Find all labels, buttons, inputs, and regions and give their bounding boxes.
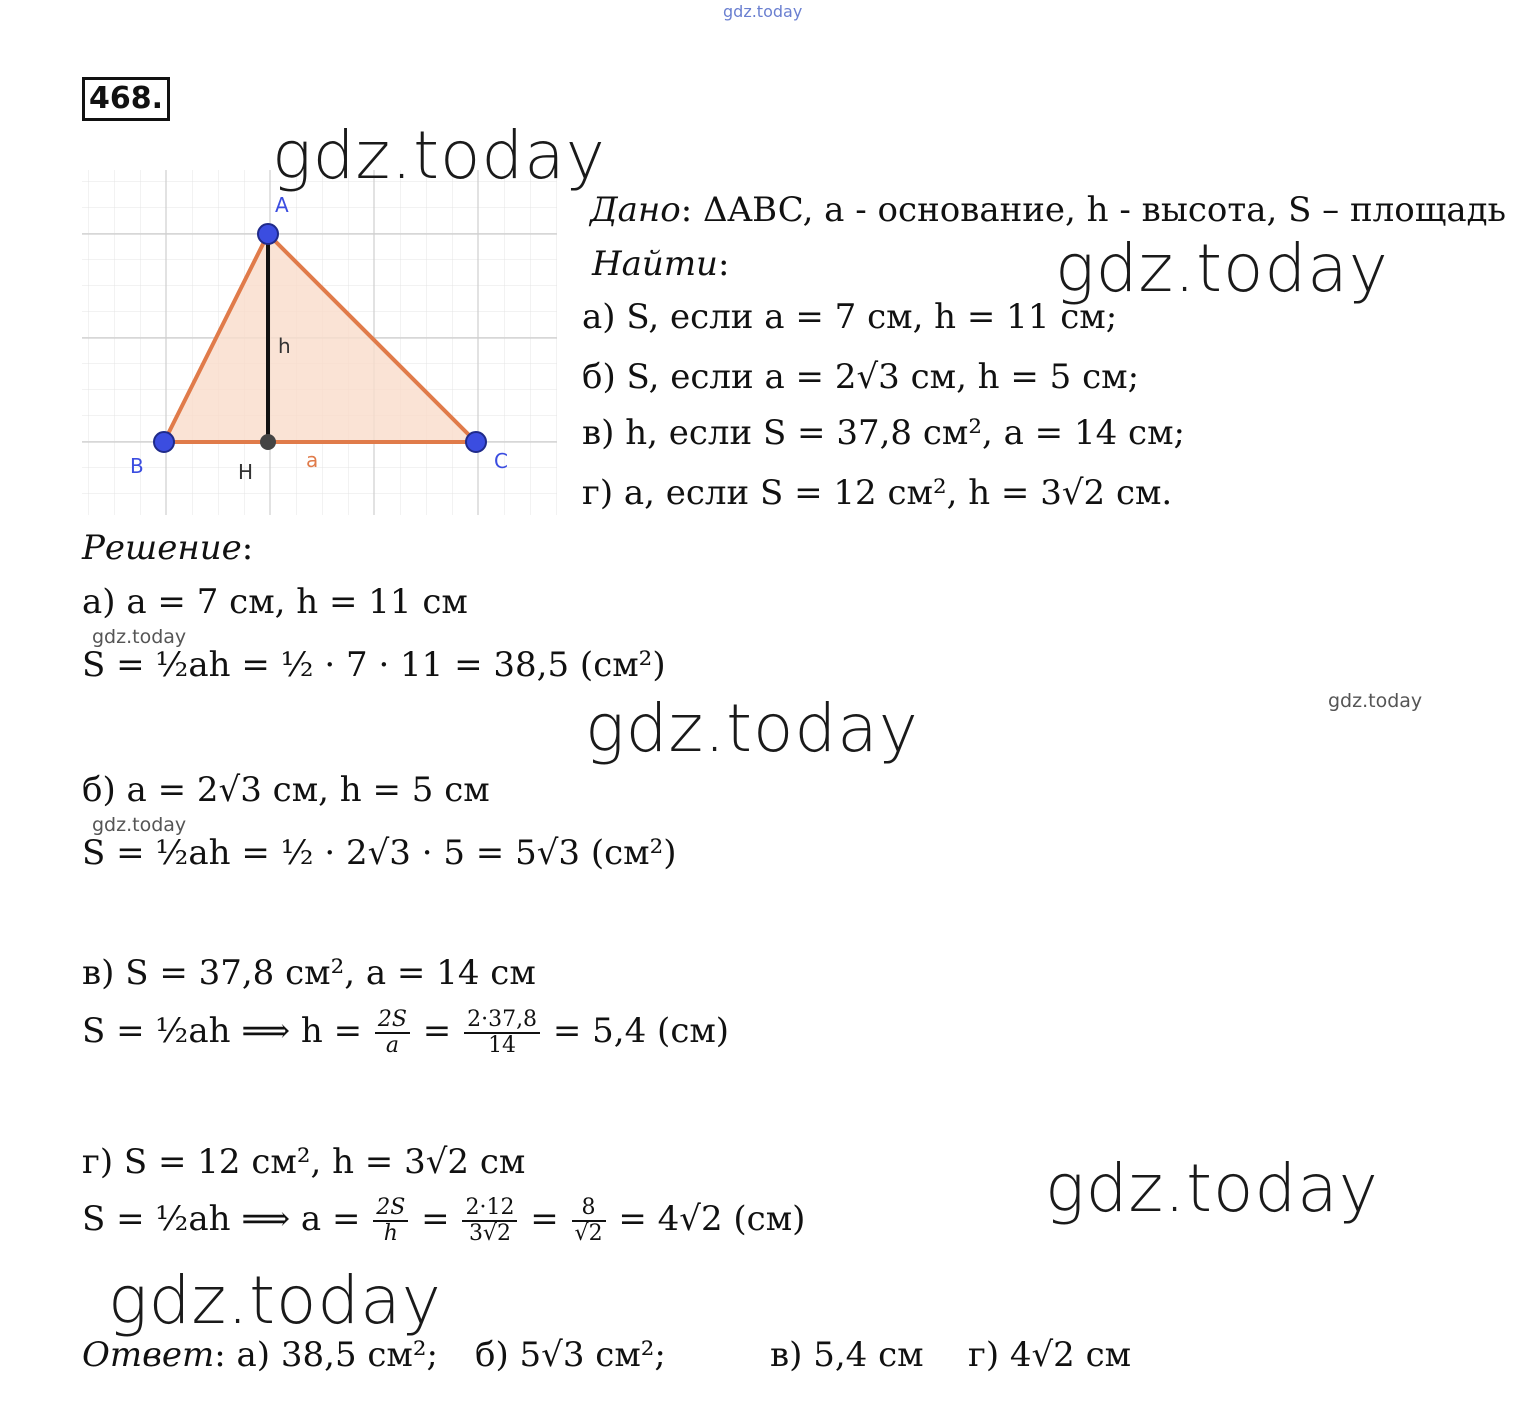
top-watermark: gdz.today [723, 2, 803, 21]
answer-label: Ответ [82, 1335, 215, 1375]
label-a: A [275, 193, 289, 217]
triangle-figure [82, 170, 557, 515]
answer-v: в) 5,4 см [770, 1335, 924, 1375]
watermark-5: gdz.today [108, 1262, 442, 1339]
solution-b-calc: S = ½ah = ½ · 2√3 · 5 = 5√3 (см²) [82, 833, 677, 873]
g-fraction-1: $\frac{2S}{h}$ [373, 1196, 408, 1246]
label-height: h [278, 334, 291, 358]
watermark-small-2: gdz.today [92, 814, 187, 836]
solution-v-given: в) S = 37,8 см², a = 14 см [82, 953, 536, 993]
answer-a: : а) 38,5 см²; [214, 1335, 438, 1375]
vertex-c [466, 432, 486, 452]
watermark-3: gdz.today [585, 690, 919, 767]
solution-label: Решение [82, 528, 242, 568]
g-fraction-2: $\frac{2\cdot 12}{3√2}$ [462, 1196, 517, 1246]
given-line [590, 190, 1506, 230]
solution-heading [82, 528, 253, 568]
solution-colon: : [241, 528, 254, 568]
find-item-g: г) a, если S = 12 см², h = 3√2 см. [582, 473, 1173, 513]
watermark-small-1: gdz.today [92, 626, 187, 648]
find-heading [592, 244, 729, 284]
given-label: Дано [590, 190, 681, 230]
solution-b-given: б) a = 2√3 см, h = 5 см [82, 770, 490, 810]
watermark-2: gdz.today [1055, 230, 1389, 307]
v-result: = 5,4 (см) [552, 1011, 730, 1051]
v-calc-start: S = ½ah ⟹ h = [82, 1011, 363, 1051]
given-text: : ΔABC, a - основание, h - высота, S – площадь [680, 190, 1507, 230]
answer-line [82, 1335, 438, 1375]
solution-a-calc: S = ½ah = ½ · 7 · 11 = 38,5 (см²) [82, 645, 666, 685]
answer-g: г) 4√2 см [968, 1335, 1132, 1375]
answer-b: б) 5√3 см²; [475, 1335, 666, 1375]
solution-a-given: а) a = 7 см, h = 11 см [82, 582, 468, 622]
find-item-b: б) S, если a = 2√3 см, h = 5 см; [582, 357, 1140, 397]
label-base: a [306, 448, 319, 472]
solution-g-calc: S = ½ah ⟹ a = $\frac{2S}{h}$ = $\frac{2\cdot 12}{3√2}$ = $\frac{8}{√2}$ = 4√2 (см) [82, 1195, 806, 1246]
solution-v-calc: S = ½ah ⟹ h = $\frac{2S}{a}$ = $\frac{2\cdot 37,8}{14}$ = 5,4 (см) [82, 1007, 730, 1058]
label-h-point: H [238, 460, 254, 484]
find-label: Найти [592, 244, 718, 284]
g-result: = 4√2 (см) [618, 1199, 806, 1239]
point-h [260, 434, 276, 450]
watermark-1: gdz.today [272, 117, 606, 194]
watermark-4: gdz.today [1045, 1150, 1379, 1227]
watermark-small-3: gdz.today [1328, 690, 1423, 712]
problem-number: 468. [82, 77, 170, 121]
g-calc-start: S = ½ah ⟹ a = [82, 1199, 361, 1239]
find-item-a: а) S, если a = 7 см, h = 11 см; [582, 297, 1118, 337]
label-b: B [130, 454, 144, 478]
find-item-v: в) h, если S = 37,8 см², a = 14 см; [582, 413, 1185, 453]
vertex-a [258, 224, 278, 244]
g-fraction-3: $\frac{8}{√2}$ [572, 1196, 606, 1246]
solution-g-given: г) S = 12 см², h = 3√2 см [82, 1142, 526, 1182]
v-fraction-2: $\frac{2\cdot 37,8}{14}$ [464, 1008, 540, 1058]
find-colon: : [717, 244, 730, 284]
vertex-b [154, 432, 174, 452]
v-fraction-1: $\frac{2S}{a}$ [375, 1008, 410, 1058]
label-c: C [494, 449, 508, 473]
